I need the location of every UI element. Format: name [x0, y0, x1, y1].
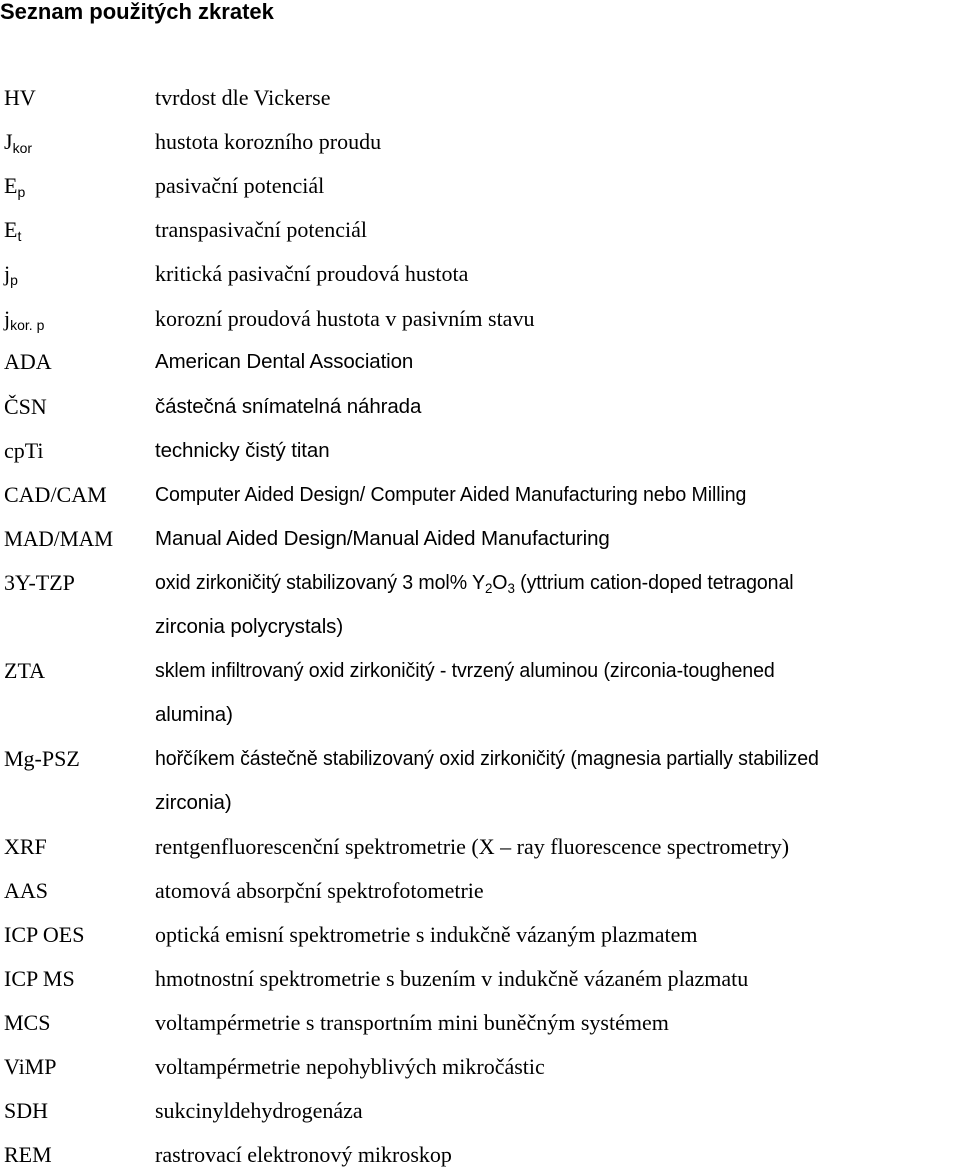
abbreviation-cpti [4, 437, 44, 465]
abbreviation-subscript: p [10, 272, 18, 288]
definition-cad-cam: Computer Aided Design/ Computer Aided Manufacturing nebo Milling [155, 483, 747, 506]
definition-hv: tvrdost dle Vickerse [155, 85, 331, 110]
page-title: Seznam použitých zkratek [0, 0, 274, 24]
abbreviation-hv [4, 84, 36, 112]
definition-mcs: voltampérmetrie s transportním mini buněčným systémem [155, 1010, 669, 1035]
abbreviation-text: j [4, 306, 11, 331]
definition-e-t: transpasivační potenciál [155, 217, 367, 242]
definition-sdh: sukcinyldehydrogenáza [155, 1098, 363, 1123]
abbreviation-subscript: kor [12, 140, 33, 156]
abbreviation-text: ViMP [4, 1054, 57, 1079]
definition-xrf: rentgenfluorescenční spektrometrie (X – ray fluorescence spectrometry) [155, 834, 790, 859]
definition-mg-psz-continued: zirconia) [155, 791, 232, 814]
abbreviation-csn [4, 393, 47, 421]
abbreviation-subscript: kor. p [10, 317, 45, 333]
abbreviation-mcs [4, 1009, 50, 1037]
definition-3y-tzp-continued: zirconia polycrystals) [155, 615, 344, 638]
definition-mad-mam: Manual Aided Design/Manual Aided Manufacturing [155, 527, 610, 550]
abbreviation-text: j [4, 261, 11, 286]
abbreviation-text: ICP MS [4, 966, 75, 991]
abbreviation-mg-psz [4, 745, 80, 773]
abbreviation-icp-ms [4, 965, 75, 993]
abbreviation-text: ČSN [4, 394, 47, 419]
definition-aas: atomová absorpční spektrofotometrie [155, 878, 484, 903]
abbreviation-subscript: t [17, 228, 22, 244]
definition-csn: částečná snímatelná náhrada [155, 395, 422, 418]
abbreviation-text: E [4, 217, 18, 242]
abbreviation-text: ZTA [4, 658, 46, 683]
definition-j-kor: hustota korozního proudu [155, 129, 382, 154]
definition-mg-psz: hořčíkem částečně stabilizovaný oxid zirkoničitý (magnesia partially stabilized [155, 747, 819, 770]
abbreviation-text: MAD/MAM [4, 526, 114, 551]
definition-text: (yttrium cation-doped tetragonal [514, 571, 794, 594]
definition-3y-tzp [155, 569, 794, 597]
definition-cpti: technicky čistý titan [155, 439, 330, 462]
definition-vimp: voltampérmetrie nepohyblivých mikročástic [155, 1054, 545, 1079]
abbreviation-text: J [4, 129, 13, 154]
abbreviation-text: SDH [4, 1098, 49, 1123]
abbreviation-e-p [4, 172, 25, 200]
abbreviation-icp-oes [4, 921, 84, 949]
abbreviation-text: E [4, 173, 18, 198]
definition-zta: sklem infiltrovaný oxid zirkoničitý - tvrzený aluminou (zirconia-toughened [155, 659, 775, 682]
definition-ada: American Dental Association [155, 350, 414, 373]
abbreviation-text: CAD/CAM [4, 482, 107, 507]
abbreviation-mad-mam [4, 525, 113, 553]
definition-e-p: pasivační potenciál [155, 173, 325, 198]
abbreviation-xrf [4, 833, 47, 861]
definition-icp-oes: optická emisní spektrometrie s indukčně vázaným plazmatem [155, 922, 698, 947]
abbreviation-text: ICP OES [4, 922, 85, 947]
abbreviation-3y-tzp [4, 569, 75, 597]
definition-subscript: 2 [484, 580, 493, 596]
abbreviation-text: XRF [4, 834, 47, 859]
abbreviation-cad-cam [4, 481, 107, 509]
abbreviation-aas [4, 877, 48, 905]
abbreviation-text: HV [4, 85, 36, 110]
abbreviation-j-kor-p [4, 305, 44, 333]
definition-zta-continued: alumina) [155, 703, 233, 726]
abbreviation-sdh [4, 1097, 48, 1125]
abbreviation-e-t [4, 216, 21, 244]
abbreviation-subscript: p [17, 184, 26, 200]
abbreviation-j-p [4, 260, 18, 288]
definition-j-p: kritická pasivační proudová hustota [155, 261, 469, 286]
abbreviation-text: MCS [4, 1010, 51, 1035]
abbreviation-j-kor [4, 128, 32, 156]
definition-icp-ms: hmotnostní spektrometrie s buzením v indukčně vázaném plazmatu [155, 966, 749, 991]
abbreviation-text: REM [4, 1142, 52, 1167]
abbreviation-rem [4, 1141, 52, 1169]
abbreviation-text: cpTi [4, 438, 44, 463]
definition-j-kor-p: korozní proudová hustota v pasivním stavu [155, 306, 535, 331]
abbreviation-text: Mg-PSZ [4, 746, 80, 771]
abbreviation-text: ADA [4, 349, 52, 374]
definition-subscript: 3 [507, 580, 515, 596]
abbreviation-text: 3Y-TZP [4, 570, 75, 595]
abbreviation-vimp [4, 1053, 56, 1081]
definition-text: oxid zirkoničitý stabilizovaný 3 mol% Y [155, 571, 485, 594]
abbreviation-ada [4, 348, 52, 376]
abbreviation-zta [4, 657, 45, 685]
abbreviation-text: AAS [4, 878, 49, 903]
definition-text: O [492, 571, 508, 594]
definition-rem: rastrovací elektronový mikroskop [155, 1142, 452, 1167]
